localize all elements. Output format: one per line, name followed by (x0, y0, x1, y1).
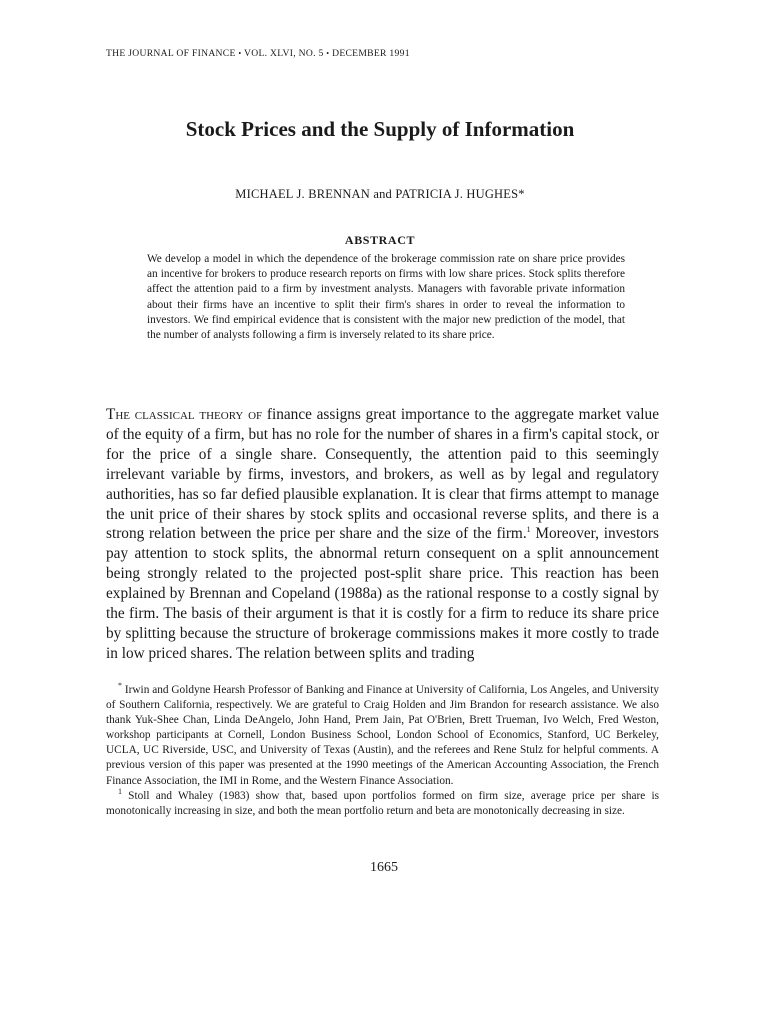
footnote-marker: 1 (118, 786, 122, 796)
page-number: 1665 (370, 860, 398, 875)
footnote-text: Stoll and Whaley (1983) show that, based upon portfolios formed on firm size, average price per share is monotonically increasing in size, and both the mean portfolio return and beta are monotonically decreasing in size. (106, 789, 659, 817)
volume-issue: VOL. XLVI, NO. 5 (243, 48, 324, 59)
footnote-text: Irwin and Goldyne Hearsh Professor of Banking and Finance at University of California, Los Angeles, and University of Southern California, respectively. We are grateful to Craig Holden and Jim Brandon for research assistance. We also thank Yuk-Shee Chan, Linda DeAngelo, John Hand, Prem Jain, Pat O'Brien, Brett Trueman, Ivo Welch, Fred Weston, workshop participants at Cornell, London Business School, London School of Economics, Stanford, UC Berkeley, UCLA, UC Riverside, USC, and University of Texas (Austin), and the referees and Rene Stulz for helpful comments. A previous version of this paper was presented at the 1990 meetings of the American Accounting Association, the French Finance Association, the IMI in Rome, and the Western Finance Association. (106, 684, 659, 787)
footnote-ref-1: 1 (526, 525, 531, 535)
running-head-separator: • (326, 49, 330, 58)
article-title: Stock Prices and the Supply of Information (185, 117, 575, 141)
body-text-part-2: Moreover, investors pay attention to stock splits, the abnormal return consequent on a split announcement being strongly related to the projected post-split share price. This reaction has been explained by Brennan and Copeland (1988a) as the rational response to a costly signal by the firm. The basis of their argument is that it is costly for a firm to reduce its share price by splitting because the structure of brokerage commissions makes it more costly to trade in low priced shares. The relation between splits and trading (106, 525, 659, 662)
body-paragraph (106, 405, 659, 664)
footnote-marker: * (118, 681, 122, 691)
body-text-part-1: finance assigns great importance to the aggregate market value of the equity of a firm, but has no role for the number of shares in a firm's capital stock, or for the price of a single share. Consequently, the attention paid to this seemingly irrelevant variable by firms, investors, and brokers, as well as by legal and regulatory authorities, has so far defied plausible explanation. It is clear that firms attempt to manage the unit price of their shares by stock splits and occasional reverse splits, and there is a strong relation between the price per share and the size of the firm. (106, 406, 659, 543)
abstract-text: We develop a model in which the dependence of the brokerage commission rate on share price provides an incentive for brokers to produce research reports on firms with low share prices. Stock splits therefore affect the attention paid to a firm by investment analysts. Managers with favorable private information about their firms have an incentive to split their firm's shares in order to reveal the information to investors. We find empirical evidence that is consistent with the major new prediction of the model, that the number of analysts following a firm is inversely related to its share price. (147, 253, 625, 342)
issue-date: DECEMBER 1991 (332, 48, 410, 59)
footnote-author (106, 683, 659, 789)
running-head-separator: • (238, 49, 242, 58)
running-head (106, 48, 666, 59)
journal-name: THE JOURNAL OF FINANCE (106, 48, 236, 59)
abstract-heading: ABSTRACT (344, 233, 416, 247)
authors: MICHAEL J. BRENNAN and PATRICIA J. HUGHES* (235, 187, 525, 201)
small-caps-lead: The classical theory of (106, 406, 263, 423)
footnote-1 (106, 786, 659, 819)
footnotes (106, 683, 659, 819)
